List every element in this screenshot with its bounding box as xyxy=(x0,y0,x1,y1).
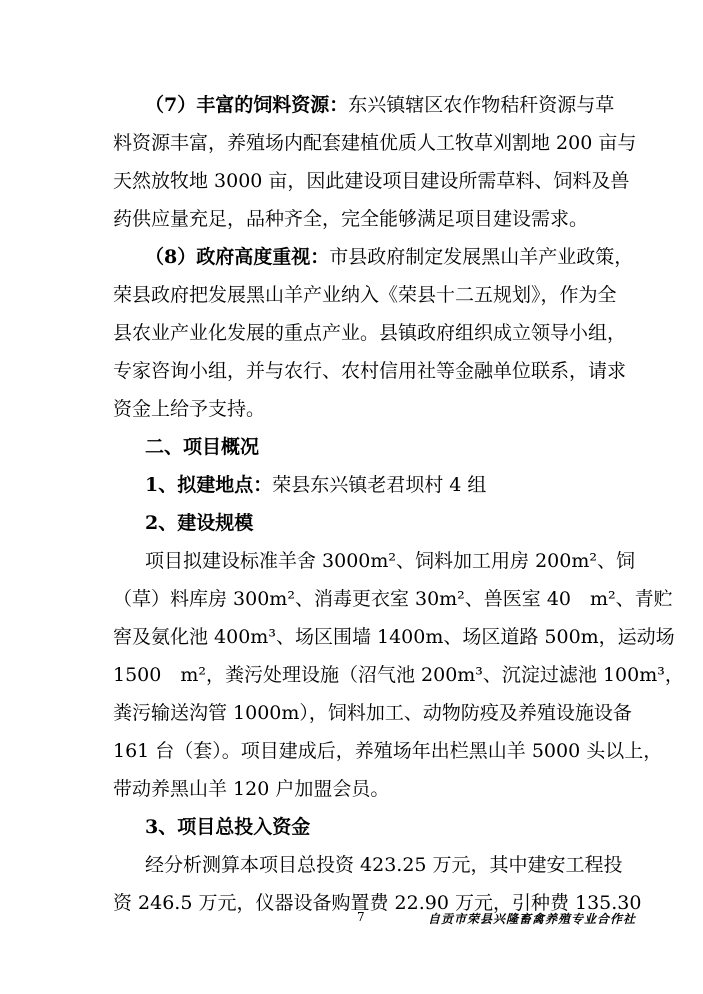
investment-line2: 资 246.5 万元，仪器设备购置费 22.90 万元，引种费 135.30 xyxy=(113,892,642,914)
para7-text: 东兴镇辖区农作物秸秆资源与草 xyxy=(348,94,615,116)
investment-heading: 3、项目总投入资金 xyxy=(145,816,311,838)
footer-organization: 自贡市荣县兴隆畜禽养殖专业合作社 xyxy=(428,912,637,926)
site-text: 荣县东兴镇老君坝村 4 组 xyxy=(272,474,487,496)
site-heading: 1、拟建地点： xyxy=(145,474,273,496)
para8-line5: 资金上给予支持。 xyxy=(113,398,266,420)
para8-text: 市县政府制定发展黑山羊产业政策， xyxy=(329,246,634,268)
scale-heading: 2、建设规模 xyxy=(145,512,254,534)
scale-line6: 161 台（套）。项目建成后，养殖场年出栏黑山羊 5000 头以上， xyxy=(113,740,663,762)
para8-line2: 荣县政府把发展黑山羊产业纳入《荣县十二五规划》，作为全 xyxy=(113,284,617,306)
para7-heading: （7）丰富的饲料资源： xyxy=(145,94,349,116)
para8-heading: （8）政府高度重视： xyxy=(145,246,330,268)
para7-line3: 天然放牧地 3000 亩，因此建设项目建设所需草料、饲料及兽 xyxy=(113,170,630,192)
page-number: 7 xyxy=(357,910,365,924)
para7-line4: 药供应量充足，品种齐全，完全能够满足项目建设需求。 xyxy=(113,208,589,230)
scale-line5: 粪污输送沟管 1000m），饲料加工、动物防疫及养殖设施设备 xyxy=(113,702,632,724)
para8-line4: 专家咨询小组，并与农行、农村信用社等金融单位联系，请求 xyxy=(113,360,627,382)
site-line xyxy=(145,472,486,498)
investment-line1: 经分析测算本项目总投资 423.25 万元，其中建安工程投 xyxy=(145,854,623,876)
scale-line3: 窖及氨化池 400m³、场区围墙 1400m、场区道路 500m，运动场 xyxy=(113,626,675,648)
para7-line1 xyxy=(145,92,614,118)
section2-heading: 二、项目概况 xyxy=(145,436,260,458)
para8-line1 xyxy=(145,244,633,270)
para8-line3: 县农业产业化发展的重点产业。县镇政府组织成立领导小组， xyxy=(113,322,627,344)
scale-line2: （草）料库房 300m²、消毒更衣室 30m²、兽医室 40 m²、青贮 xyxy=(113,588,673,610)
scale-line1: 项目拟建设标准羊舍 3000m²、饲料加工用房 200m²、饲 xyxy=(145,550,635,572)
scale-line7: 带动养黑山羊 120 户加盟会员。 xyxy=(113,778,390,800)
para7-line2: 料资源丰富，养殖场内配套建植优质人工牧草刈割地 200 亩与 xyxy=(113,132,637,154)
scale-line4: 1500 m²，粪污处理设施（沼气池 200m³、沉淀过滤池 100m³， xyxy=(113,664,684,686)
